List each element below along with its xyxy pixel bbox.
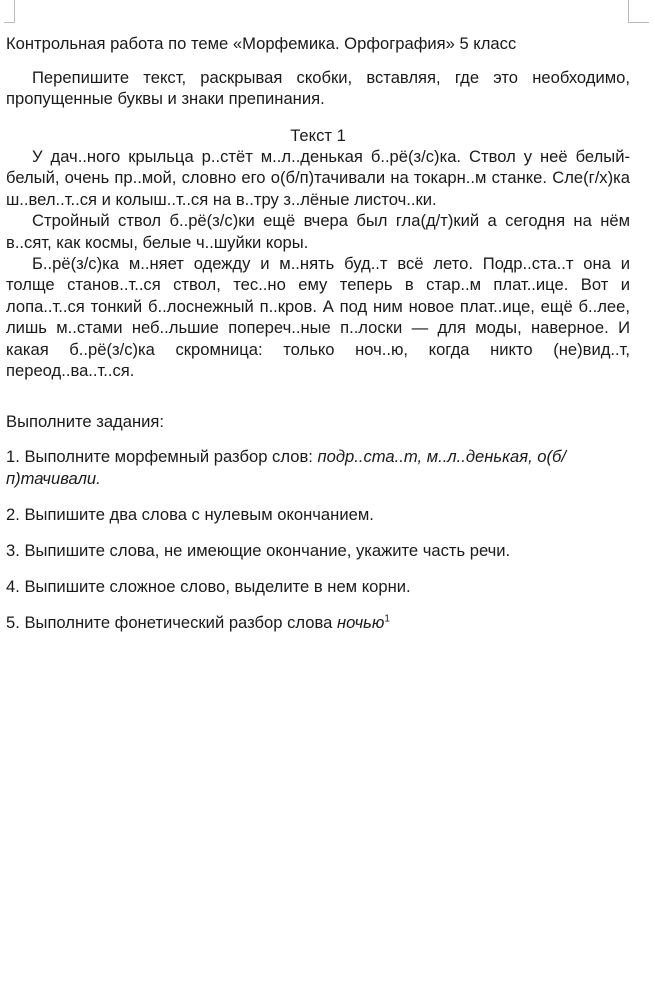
task-item-3	[6, 540, 630, 562]
task-text: 4. Выпишите сложное слово, выделите в нем корни.	[6, 577, 411, 597]
instruction-text: Перепишите текст, раскрывая скобки, вставляя, где это необходимо, пропущенные буквы и знаки препинания.	[6, 68, 630, 108]
task-words: ночью	[336, 613, 385, 633]
task-words: подр..ста..т, м..л..денькая, о(б/п)тачивали.	[6, 447, 566, 489]
text-paragraph-1: У дач..ного крыльца р..стёт м..л..денькая б..рё(з/с)ка. Ствол у неё белый-белый, очень пр..мой, словно его о(б/п)тачивали на токарн..м станке. Сле(г/х)ка ш..вел..т..ся и колыш..т..ся на в..тру з..лёные листоч..ки.	[6, 147, 630, 209]
document-title: Контрольная работа по теме «Морфемика. Орфография» 5 класс	[6, 34, 517, 53]
text-paragraph-3: Б..рё(з/с)ка м..няет одежду и м..нять буд..т всё лето. Подр..ста..т она и толще станов..т..ся ствол, тес..но ему теперь в стар..м плат..ице. Вот и лопа..т..ся тонкий б..лоснежный п..кров. А под ним новое плат..ице, ещё б..лее, лишь м..стами неб..льшие попереч..ные п..лоски — для моды, наверное. И какая б..рё(з/с)ка скромница: только ноч..ю, когда никто (не)вид..т, переод..ва..т..ся.	[6, 254, 630, 381]
task-text: 3. Выпишите слова, не имеющие окончание, укажите часть речи.	[6, 541, 511, 561]
tasks-heading: Выполните задания:	[6, 412, 164, 432]
page-corner-mark-left	[4, 0, 15, 23]
task-item-2	[6, 504, 630, 526]
task-text: 1. Выполните морфемный разбор слов:	[6, 447, 318, 467]
text-paragraph-2: Стройный ствол б..рё(з/с)ки ещё вчера был гла(д/т)кий а сегодня на нём в..сят, как космы, белые ч..шуйки коры.	[6, 211, 630, 252]
task-item-4	[6, 576, 630, 598]
text-heading: Текст 1	[290, 126, 346, 145]
document-page	[6, 33, 630, 648]
task-item-5	[6, 612, 630, 634]
task-text: 2. Выпишите два слова с нулевым окончанием.	[6, 505, 374, 525]
page-corner-mark-right	[628, 0, 649, 23]
task-text: 5. Выполните фонетический разбор слова	[6, 613, 337, 633]
footnote-mark: 1	[384, 613, 390, 625]
task-item-1	[6, 446, 630, 490]
